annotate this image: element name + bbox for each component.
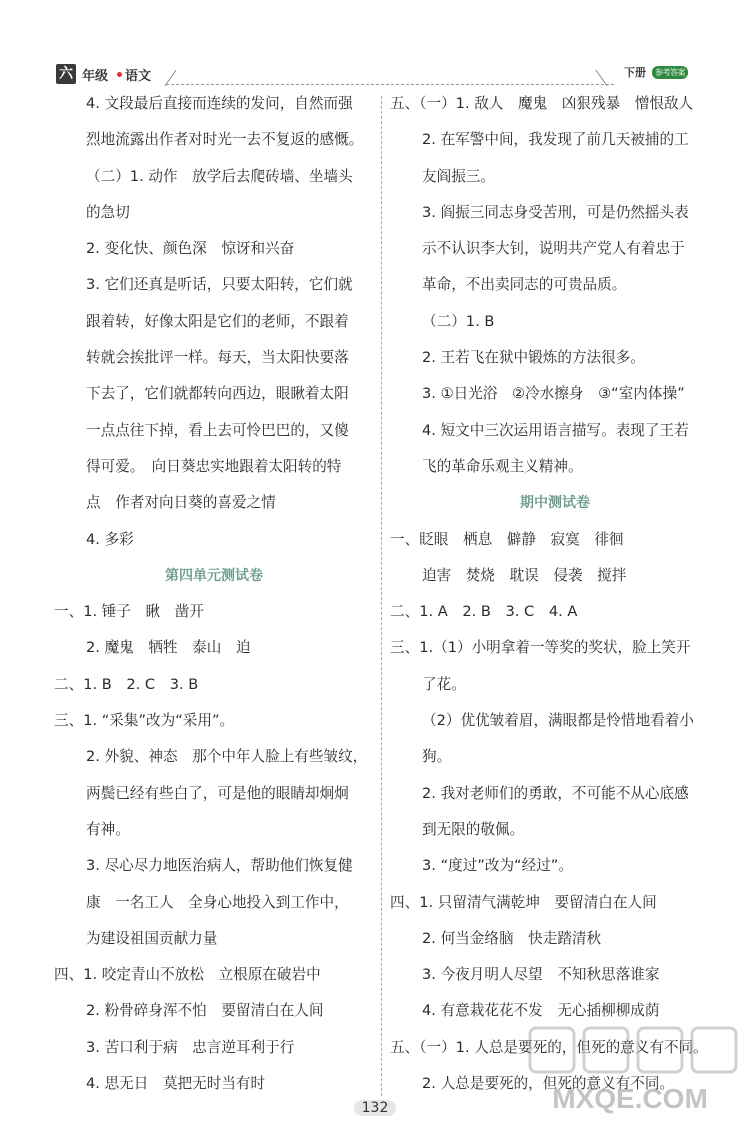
answer-line: 革命，不出卖同志的可贵品质。 [422,276,627,294]
answer-line: 2. 何当金络脑 快走踏清秋 [422,929,602,947]
section-title: 第四单元测试卷 [165,567,263,584]
answer-line: 4. 文段最后直接而连续的发问，自然而强 [86,95,353,112]
answer-line: 五、（一）1. 敌人 魔鬼 凶狠残暴 憎恨敌人 [390,95,694,112]
answer-line: 友阎振三。 [422,167,495,185]
answer-line: 3. 今夜月明人尽望 不知秋思落谁家 [422,966,660,984]
answer-line: 2. 外貌、神态 那个中年人脸上有些皱纹， [86,748,368,766]
answer-line: 四、1. 只留清气满乾坤 要留清白在人间 [390,893,657,911]
answer-line: 2. 粉骨碎身浑不怕 要留清白在人间 [86,1002,324,1020]
answer-line: 2. 王若飞在狱中锻炼的方法很多。 [422,349,645,367]
answer-line: 2. 魔鬼 牺牲 泰山 迫 [86,639,251,657]
answer-line: 转就会挨批评一样。每天，当太阳快要落 [86,349,349,367]
right-column [390,86,720,1102]
answer-line: 2. 在军警中间，我发现了前几天被捕的工 [422,131,689,149]
answer-line: 迫害 焚烧 耽误 侵袭 搅拌 [422,566,627,584]
answer-line: 下去了，它们就都转向西边，眼瞅着太阳 [86,385,349,403]
answer-line: 得可爱。 向日葵忠实地跟着太阳转的特 [86,457,342,475]
watermark-logo [520,1020,740,1120]
answer-line: 4. 思无日 莫把无时当有时 [86,1075,266,1093]
answer-line: 3. “度过”改为“经过”。 [422,857,573,875]
answer-line: 跟着转，好像太阳是它们的老师，不跟着 [86,312,349,330]
section-title: 期中测试卷 [520,495,590,512]
answer-line: 3. 尽心尽力地医治病人，帮助他们恢复健 [86,857,353,875]
answer-line: 到无限的敬佩。 [422,820,525,838]
answer-line: 3. 阎振三同志身受苦刑，可是仍然摇头表 [422,203,689,221]
answer-line: 二、1. A 2. B 3. C 4. A [390,603,578,621]
bullet-dot-icon [117,72,122,77]
answer-key-badge: 参考答案 [652,66,688,79]
answer-line: 3. 它们还真是听话，只要太阳转，它们就 [86,276,353,294]
header-rule [166,84,614,85]
answer-line: 一点点往下掉，看上去可怜巴巴的，又傻 [86,421,349,439]
answer-line: 康 一名工人 全身心地投入到工作中， [86,893,349,911]
answer-line: 2. 变化快、颜色深 惊讶和兴奋 [86,240,295,258]
grade-label: 年级 [82,69,109,84]
page-number-label: 132 [354,1100,397,1116]
answer-line: 点 作者对向日葵的喜爱之情 [86,494,276,512]
answer-line: 飞的革命乐观主义精神。 [422,457,583,475]
answer-line: 为建设祖国贡献力量 [86,929,218,947]
answer-line: 三、1.（1）小明拿着一等奖的奖状，脸上笑开 [390,639,691,657]
grade-icon: 六 [56,64,76,84]
answer-line: 二、1. B 2. C 3. B [54,675,199,693]
answer-line: （二）1. B [422,312,495,330]
volume-label: 下册 [624,66,646,79]
answer-line: 示不认识李大钊，说明共产党人有着忠于 [422,240,685,258]
answer-line: 一、1. 锤子 瞅 凿开 [54,603,204,621]
answer-line: 4. 多彩 [86,530,134,548]
answer-line: 的急切 [86,203,130,221]
answer-line: 3. 苦口利于病 忠言逆耳利于行 [86,1038,295,1056]
answer-line: 两鬓已经有些白了，可是他的眼睛却炯炯 [86,784,349,802]
left-column [54,86,374,1102]
answer-line: 了花。 [422,675,466,693]
subject-label: 语文 [125,69,152,84]
answer-line: 狗。 [422,748,452,766]
answer-line: 五、（一）1. 人总是要死的，但死的意义有不同。 [390,1038,708,1056]
answer-line: 一、眨眼 栖息 僻静 寂寞 徘徊 [390,530,624,548]
answer-line: 2. 人总是要死的，但死的意义有不同。 [422,1075,675,1093]
answer-line: 3. ①日光浴 ②冷水擦身 ③“室内体操” [422,385,685,403]
answer-line: 三、1. “采集”改为“采用”。 [54,712,235,730]
answer-line: 有神。 [86,820,130,838]
watermark-text: MXQE.COM [552,1083,708,1114]
answer-line: （2）优优皱着眉，满眼都是怜惜地看着小 [422,712,694,730]
answer-line: 4. 短文中三次运用语言描写。表现了王若 [422,421,689,439]
answer-line: （二）1. 动作 放学后去爬砖墙、坐墙头 [86,167,353,185]
answer-line: 2. 我对老师们的勇敢，不可能不从心底感 [422,784,689,802]
answer-line: 烈地流露出作者对时光一去不复返的感慨。 [86,131,364,149]
answer-line: 四、1. 咬定青山不放松 立根原在破岩中 [54,966,321,984]
column-divider [381,96,382,1096]
answer-line: 4. 有意栽花花不发 无心插柳柳成荫 [422,1002,660,1020]
page-header [0,0,750,90]
